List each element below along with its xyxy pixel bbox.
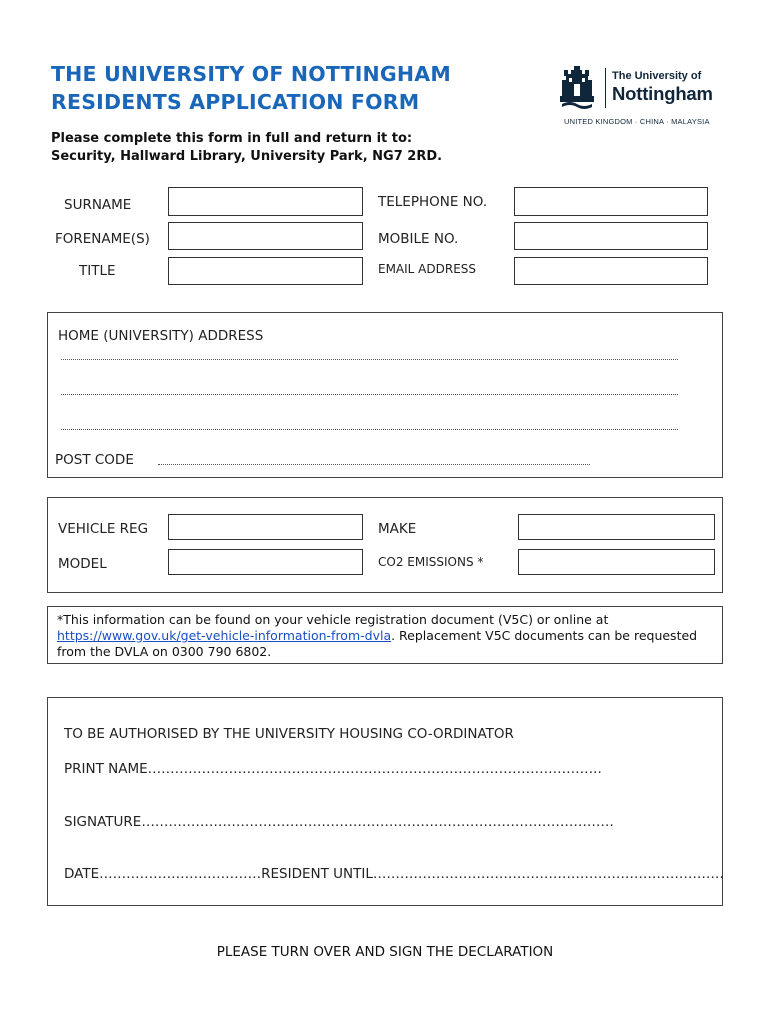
email-label: EMAIL ADDRESS: [378, 262, 477, 276]
email-field[interactable]: [514, 257, 708, 285]
surname-label: SURNAME: [64, 197, 132, 213]
print-name-field[interactable]: PRINT NAME………………………………………………………………………………………..: [64, 761, 602, 777]
postcode-line[interactable]: [158, 464, 590, 465]
telephone-label: TELEPHONE NO.: [378, 194, 488, 210]
resident-until-field[interactable]: RESIDENT UNTIL……………………………………………………………………: [261, 866, 724, 882]
model-field[interactable]: [168, 549, 363, 575]
note-text-2: . Replacement V5C documents can be requested from the DVLA on 0300 790 6802.: [57, 628, 698, 659]
instructions-line-2: Security, Hallward Library, University Park, NG7 2RD.: [51, 149, 443, 164]
co2-field[interactable]: [518, 549, 715, 575]
make-label: MAKE: [378, 521, 417, 537]
logo-tagline: UNITED KINGDOM · CHINA · MALAYSIA: [564, 117, 710, 126]
logo-text-large: Nottingham: [612, 83, 713, 104]
model-label: MODEL: [58, 556, 107, 572]
castle-crest-icon: [560, 66, 600, 110]
address-heading: HOME (UNIVERSITY) ADDRESS: [58, 328, 264, 344]
forenames-field[interactable]: [168, 222, 363, 250]
vehicle-reg-field[interactable]: [168, 514, 363, 540]
vehicle-panel: [47, 497, 723, 593]
university-logo: [558, 64, 728, 130]
dvla-link[interactable]: https://www.gov.uk/get-vehicle-information-from-dvla: [57, 628, 392, 643]
footer-instruction: PLEASE TURN OVER AND SIGN THE DECLARATION: [216, 944, 554, 960]
postcode-label: POST CODE: [55, 452, 134, 468]
address-line-2[interactable]: [61, 394, 678, 395]
mobile-label: MOBILE NO.: [378, 231, 459, 247]
telephone-field[interactable]: [514, 187, 708, 216]
vehicle-reg-label: VEHICLE REG: [58, 521, 149, 537]
logo-divider: [605, 68, 606, 108]
return-instructions: [51, 130, 611, 166]
form-title: [51, 60, 531, 116]
address-line-3[interactable]: [61, 429, 678, 430]
title-label: TITLE: [79, 263, 116, 279]
address-line-1[interactable]: [61, 359, 678, 360]
signature-field[interactable]: SIGNATURE……………………………………………………………………………………………: [64, 814, 614, 830]
title-line-1: THE UNIVERSITY OF NOTTINGHAM: [51, 62, 451, 86]
logo-text-small: The University of: [612, 70, 702, 82]
note-text-1: *This information can be found on your vehicle registration document (V5C) or online at: [57, 612, 609, 627]
title-line-2: RESIDENTS APPLICATION FORM: [51, 90, 420, 114]
make-field[interactable]: [518, 514, 715, 540]
mobile-field[interactable]: [514, 222, 708, 250]
date-field[interactable]: DATE………………………………: [64, 866, 262, 882]
instructions-line-1: Please complete this form in full and return it to:: [51, 131, 413, 146]
authorisation-heading: TO BE AUTHORISED BY THE UNIVERSITY HOUSING CO-ORDINATOR: [64, 726, 514, 742]
surname-field[interactable]: [168, 187, 363, 216]
v5c-note: [57, 612, 717, 660]
authorisation-date-row: [64, 866, 724, 882]
forenames-label: FORENAME(S): [55, 231, 150, 247]
title-field[interactable]: [168, 257, 363, 285]
co2-label: CO2 EMISSIONS *: [378, 555, 484, 569]
